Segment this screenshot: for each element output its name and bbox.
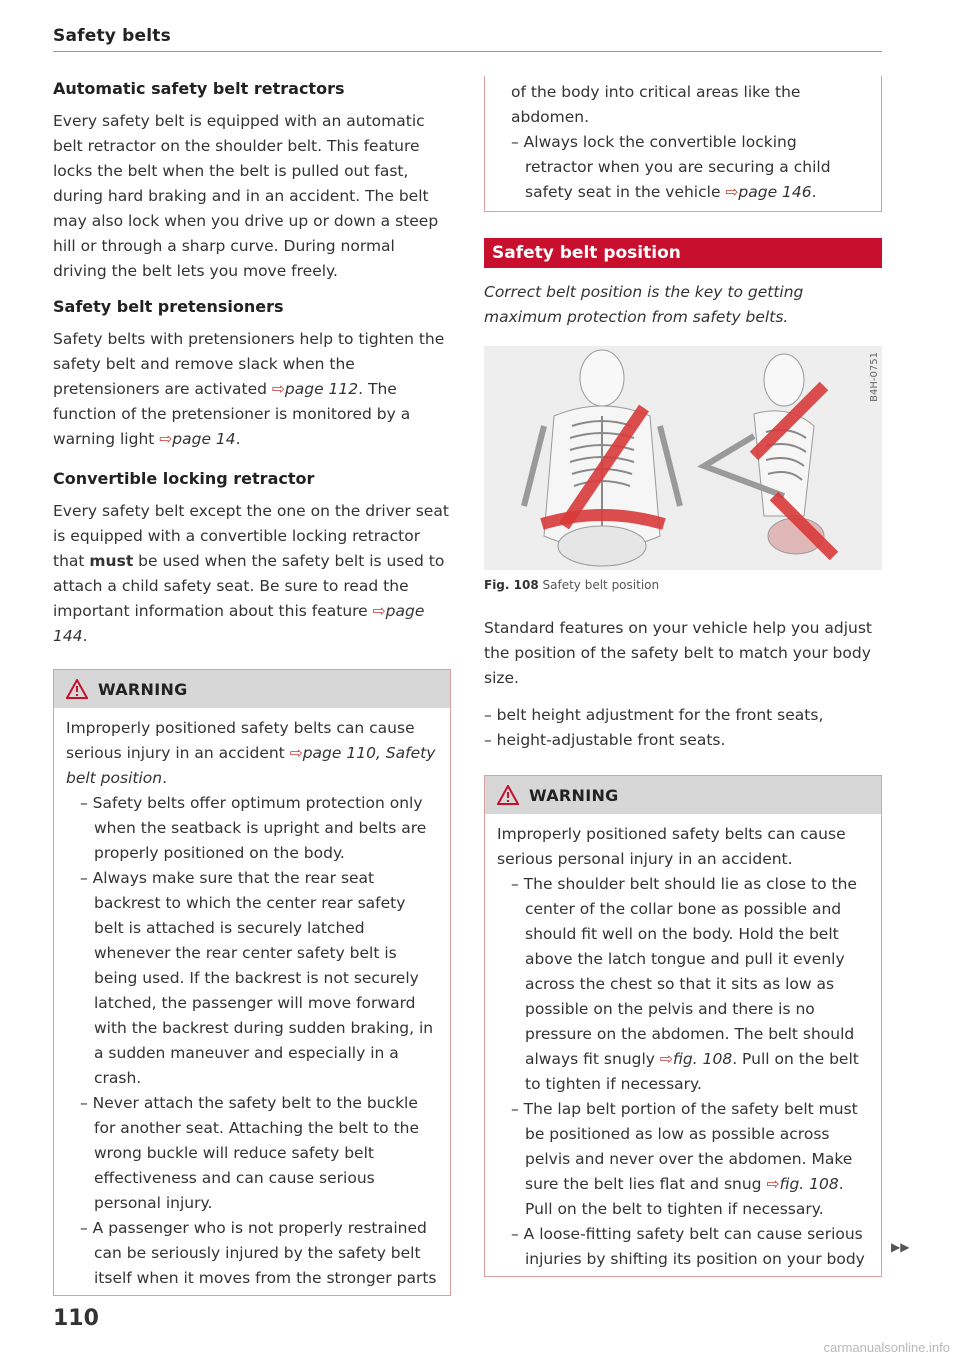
text-segment: Every safety belt except the one on the driver seat is equipped with a convertible locking retractor that [53, 502, 449, 570]
list-item: – height-adjustable front seats. [484, 731, 726, 749]
link-label: page 110, Safety belt position [66, 744, 436, 787]
page-14-link[interactable] [159, 430, 235, 448]
link-label: fig. 108 [779, 1175, 839, 1193]
figure-caption [484, 578, 882, 592]
left-column [53, 76, 451, 1296]
arrow-right-icon: ⇨ [372, 602, 386, 620]
text-segment: be used when the safety belt is used to attach a child safety seat. Be sure to read the important information about this feature [53, 552, 445, 620]
fig-108-link[interactable] [766, 1175, 838, 1193]
figure-code: B4H-0751 [869, 352, 880, 402]
arrow-right-icon: ⇨ [725, 183, 739, 201]
warning-title: WARNING [98, 679, 188, 699]
warning-item: – Never attach the safety belt to the buckle for another seat. Attaching the belt to the wrong buckle will reduce safety belt effectiveness and can cause serious personal injury. [80, 1094, 420, 1212]
belt-position-illustration [484, 346, 882, 570]
section-intro: Correct belt position is the key to getting maximum protection from safety belts. [484, 283, 804, 326]
text-segment: Safety belts with pretensioners help to tighten the safety belt and remove slack when the pretensioners are activated [53, 330, 445, 398]
right-column [484, 76, 882, 1277]
arrow-right-icon: ⇨ [766, 1175, 780, 1193]
text-segment: – Always lock the convertible locking retractor when you are securing a child safety seat in the vehicle [511, 133, 831, 201]
page-112-link[interactable] [272, 380, 358, 398]
page-header-title: Safety belts [53, 26, 171, 46]
arrow-right-icon: ⇨ [659, 1050, 673, 1068]
warning-box-right [484, 775, 882, 1277]
page-146-link[interactable] [725, 183, 811, 201]
paragraph-automatic-retractors: Every safety belt is equipped with an automatic belt retractor on the shoulder belt. This feature locks the belt when the belt is pulled out fast, during hard braking and in an accident. The belt may also lock when you drive up or down a steep hill or through a sharp curve. During normal driving the belt lets you move freely. [53, 112, 439, 280]
text-segment: . Pull on the belt to tighten if necessary. [525, 1050, 859, 1093]
warning-item: – A loose-fitting safety belt can cause serious injuries by shifting its position on your body [511, 1225, 865, 1268]
warning-title: WARNING [529, 785, 619, 805]
warning-item [497, 1097, 869, 1222]
warning-header [54, 670, 450, 708]
text-segment: – The lap belt portion of the safety belt must be positioned as low as possible across pelvis and never over the abdomen. Make sure the belt lies flat and snug [511, 1100, 858, 1193]
link-label: page 146 [738, 183, 812, 201]
warning-header [485, 776, 881, 814]
warning-item [497, 872, 869, 1097]
list-item: – belt height adjustment for the front seats, [484, 706, 824, 724]
text-segment: . [162, 769, 168, 787]
warning-item: – A passenger who is not properly restrained can be seriously injured by the safety belt itself when it moves from the stronger parts [80, 1219, 437, 1287]
watermark: carmanualsonline.info [823, 1340, 950, 1355]
arrow-right-icon: ⇨ [159, 430, 173, 448]
arrow-right-icon: ⇨ [271, 380, 285, 398]
section-title-bar: Safety belt position [484, 238, 882, 268]
heading-automatic-retractors: Automatic safety belt retractors [53, 79, 345, 98]
fig-108-link[interactable] [660, 1050, 732, 1068]
paragraph-convertible-retractor [53, 499, 451, 649]
text-segment: . Pull on the belt to tighten if necessary. [525, 1175, 844, 1218]
header-divider [53, 51, 882, 52]
page-number: 110 [53, 1306, 99, 1331]
warning-box-left [53, 669, 451, 1296]
text-segment: . [82, 627, 88, 645]
warning-intro: Improperly positioned safety belts can cause serious personal injury in an accident. [497, 825, 846, 868]
front-view-figure [524, 350, 680, 566]
text-segment: . [811, 183, 817, 201]
arrow-right-icon: ⇨ [289, 744, 303, 762]
warning-intro [66, 716, 438, 791]
warning-triangle-icon [497, 785, 519, 805]
link-label: page 14 [172, 430, 236, 448]
text-segment: . The function of the pretensioner is monitored by a warning light [53, 380, 411, 448]
warning-body [54, 708, 450, 1295]
emphasis-must: must [89, 552, 134, 570]
figure-label: Fig. 108 [484, 578, 539, 592]
heading-convertible-retractor: Convertible locking retractor [53, 469, 315, 488]
adjustment-list [484, 703, 882, 753]
continuation-line: of the body into critical areas like the abdomen. [511, 83, 801, 126]
link-label: fig. 108 [672, 1050, 733, 1068]
paragraph-standard-features: Standard features on your vehicle help you adjust the position of the safety belt to match your body size. [484, 619, 873, 687]
warning-body [485, 814, 881, 1276]
link-label: page 144 [53, 602, 425, 645]
side-view-figure [704, 354, 834, 556]
paragraph-pretensioners [53, 327, 451, 452]
warning-continuation [484, 76, 882, 212]
figure-108 [484, 346, 882, 570]
continue-next-page-icon[interactable]: ▶▶ [891, 1240, 910, 1254]
warning-item: – Always make sure that the rear seat backrest to which the center rear safety belt is attached is securely latched whenever the rear center safety belt is being used. If the backrest is not securely latched, the passenger will move forward with the backrest during sudden braking, in a sudden maneuver and especially in a crash. [80, 869, 434, 1087]
warning-item: – Safety belts offer optimum protection only when the seatback is upright and belts are properly positioned on the body. [80, 794, 427, 862]
continuation-item [511, 130, 869, 205]
warning-triangle-icon [66, 679, 88, 699]
heading-pretensioners: Safety belt pretensioners [53, 297, 284, 316]
figure-caption-text: Safety belt position [542, 578, 660, 592]
text-segment: Improperly positioned safety belts can cause serious injury in an accident [66, 719, 415, 762]
text-segment: . [235, 430, 241, 448]
link-label: page 112 [284, 380, 359, 398]
text-segment: – The shoulder belt should lie as close to the center of the collar bone as possible and should fit well on the body. Hold the belt above the latch tongue and pull it evenly across the chest so that it sits as low as possible on the pelvis and there is no pressure on the abdomen. The belt should always fit snugly [511, 875, 857, 1068]
